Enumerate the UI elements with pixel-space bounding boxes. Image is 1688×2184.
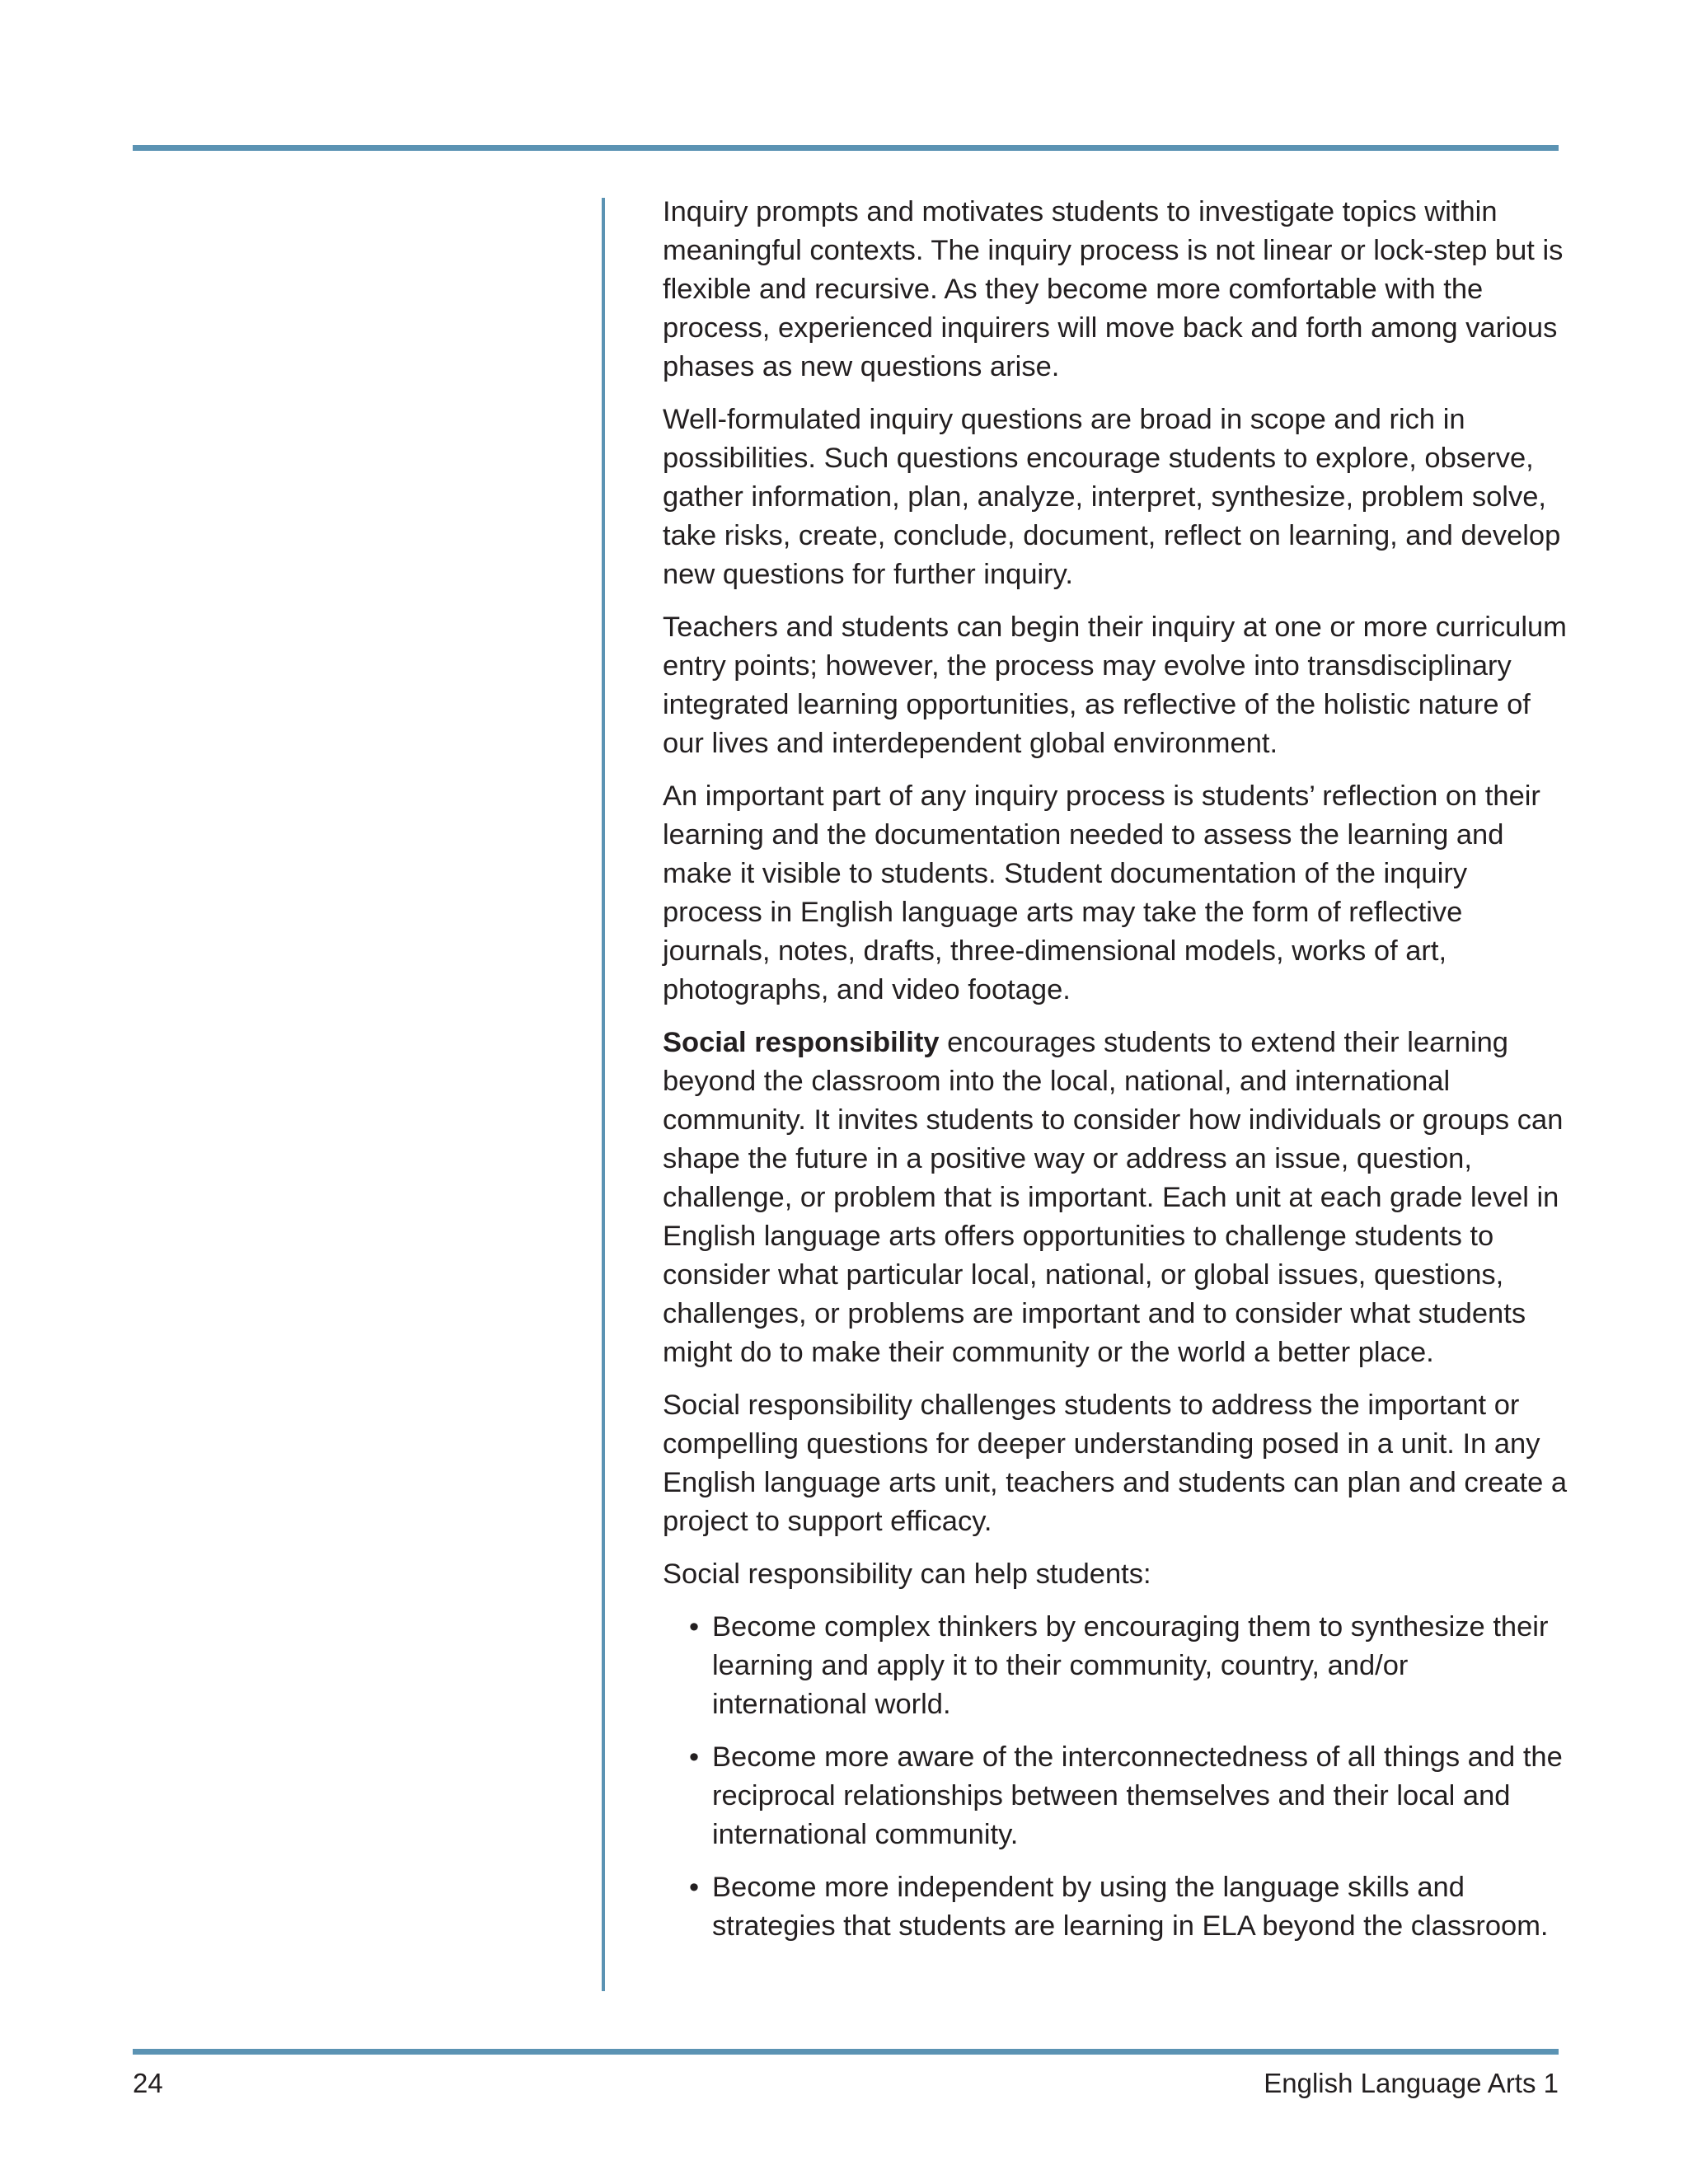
bullet-icon: • [689, 1741, 700, 1773]
paragraph-social-responsibility-text: encourages students to extend their learning beyond the classroom into the local, national, and international community. It invites students to consider how individuals or groups can shape the future in a positive way or address an issue, question, challenge, or problem that is important. Each unit at each grade level in English language arts offers opportunities to challenge students to consider what particular local, national, or global issues, questions, challenges, or problems are important and to consider what students might do to make their community or the world a better place. [663, 1027, 1564, 1368]
list-item-text: Become more independent by using the language skills and strategies that students are learning in ELA beyond the classroom. [712, 1872, 1549, 1942]
benefits-list [663, 1608, 1568, 1946]
page-number: 24 [133, 2068, 163, 2098]
margin-divider-line [602, 198, 605, 1991]
paragraph-entry-points: Teachers and students can begin their inquiry at one or more curriculum entry points; however, the process may evolve into transdisciplinary integrated learning opportunities, as reflective of the holistic nature of our lives and interdependent global environment. [663, 612, 1567, 759]
list-item [663, 1868, 1568, 1946]
paragraph-inquiry-intro: Inquiry prompts and motivates students to investigate topics within meaningful contexts. The inquiry process is not linear or lock-step but is flexible and recursive. As they become more comfortable with the process, experienced inquirers will move back and forth among various phases as new questions arise. [663, 196, 1564, 382]
header-rule [133, 145, 1559, 151]
paragraph-challenges: Social responsibility challenges students to address the important or compelling questions for deeper understanding posed in a unit. In any English language arts unit, teachers and students can plan and create a project to support efficacy. [663, 1390, 1568, 1537]
bullet-icon: • [689, 1611, 700, 1643]
bullet-icon: • [689, 1872, 700, 1903]
list-item-text: Become complex thinkers by encouraging them to synthesize their learning and apply it to their community, country, and/or international world. [712, 1611, 1549, 1720]
list-item [663, 1738, 1568, 1854]
running-footer-title: English Language Arts 1 [1264, 2068, 1559, 2098]
paragraph-inquiry-questions: Well-formulated inquiry questions are broad in scope and rich in possibilities. Such questions encourage students to explore, observe, gather information, plan, analyze, interpret, synthesize, problem solve, take risks, create, conclude, document, reflect on learning, and develop new questions for further inquiry. [663, 404, 1561, 590]
paragraph-documentation: An important part of any inquiry process is students’ reflection on their learning and the documentation needed to assess the learning and make it visible to students. Student documentation of the inquiry process in English language arts may take the form of reflective journals, notes, drafts, three-dimensional models, works of art, photographs, and video footage. [663, 780, 1540, 1005]
list-item [663, 1608, 1568, 1724]
body-text [663, 193, 1568, 1960]
paragraph-list-intro: Social responsibility can help students: [663, 1558, 1151, 1590]
term-social-responsibility: Social responsibility [663, 1027, 940, 1058]
footer-rule [133, 2049, 1559, 2055]
paragraph-social-responsibility [663, 1024, 1568, 1372]
list-item-text: Become more aware of the interconnectedness of all things and the reciprocal relationships between themselves and their local and international community. [712, 1741, 1563, 1850]
